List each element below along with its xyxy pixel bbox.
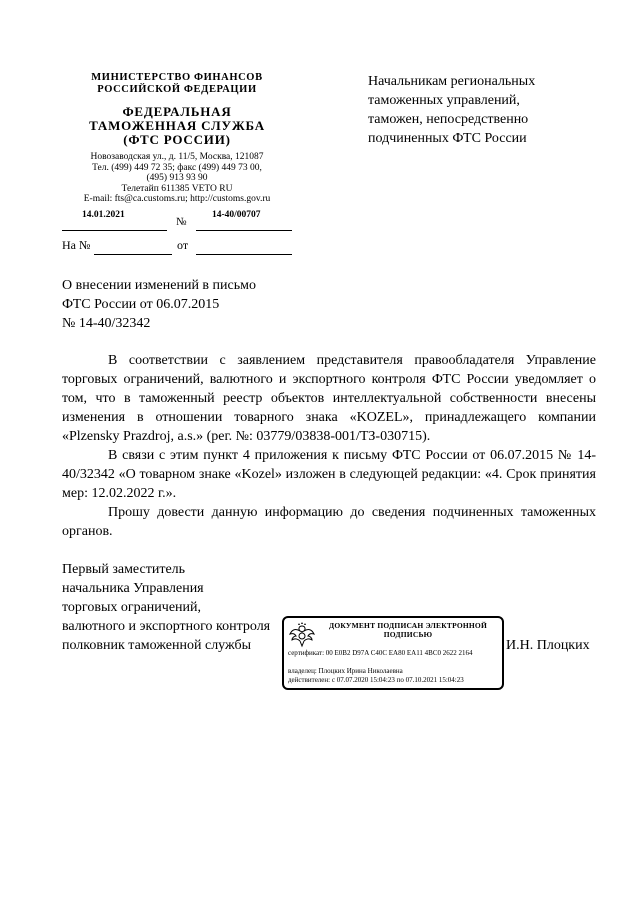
contact-line: E-mail: fts@ca.customs.ru; http://customs.gov.ru — [83, 194, 271, 204]
signatory-line: полковник таможенной службы — [62, 638, 252, 653]
reference-number-blank — [94, 254, 172, 255]
signatory-line: валютного и экспортного контроля — [62, 619, 271, 634]
contact-line: Новозаводская ул., д. 11/5, Москва, 121087 — [90, 152, 264, 162]
service-name — [62, 105, 292, 147]
signer-name: И.Н. Плоцких — [506, 638, 590, 653]
subject-line: О внесении изменений в письмо — [62, 278, 256, 293]
reference-from-label: от — [177, 238, 189, 252]
service-line: (ФТС РОССИИ) — [123, 132, 231, 147]
stamp-validity: действителен: с 07.07.2020 15:04:23 по 07.10.2021 15:04:23 — [288, 676, 464, 684]
registration-line — [62, 210, 292, 232]
addressee-line: таможен, непосредственно — [368, 112, 529, 127]
letter-body — [62, 351, 596, 541]
subject-line: ФТС России от 06.07.2015 — [62, 297, 220, 312]
reference-date-blank — [196, 254, 292, 255]
contact-line: Тел. (499) 449 72 35; факс (499) 449 73 00, — [92, 162, 262, 173]
addressee-block — [368, 72, 598, 148]
document-number: 14-40/00707 — [212, 210, 261, 220]
subject-line: № 14-40/32342 — [62, 316, 151, 331]
signatory-line: начальника Управления — [62, 581, 204, 596]
stamp-owner: владелец: Плоцких Ирина Николаевна — [288, 667, 403, 675]
signatory-block — [62, 560, 292, 655]
contact-line: Телетайп 611385 VETO RU — [121, 183, 233, 194]
ministry-name — [62, 72, 292, 96]
body-paragraph: Прошу довести данную информацию до сведения подчиненных таможенных органов. — [62, 505, 596, 539]
stamp-title: ДОКУМЕНТ ПОДПИСАН ЭЛЕКТРОННОЙ ПОДПИСЬЮ — [328, 621, 488, 639]
addressee-line: таможенных управлений, — [368, 93, 520, 108]
service-line: ТАМОЖЕННАЯ СЛУЖБА — [89, 118, 265, 133]
body-paragraph: В соответствии с заявлением представителя правообладателя Управление торговых ограничений, валютного и экспортного контроля ФТС России уведомляет о том, что в таможенный реестр объектов интеллектуальной собственности внесены изменения в отношении товарного знака «KOZEL», принадлежащего компании «Plzensky Prazdroj, a.s.» (рег. №: 03779/03838-001/ТЗ-030715). — [62, 353, 596, 444]
eagle-emblem-icon — [288, 622, 316, 648]
stamp-certificate: сертификат: 00 E0B2 D97A C40C EA80 EA11 4BC0 2622 2164 — [288, 649, 473, 657]
document-date: 14.01.2021 — [82, 210, 125, 220]
ministry-line: МИНИСТЕРСТВО ФИНАНСОВ — [91, 72, 263, 83]
signatory-line: Первый заместитель — [62, 562, 186, 577]
service-line: ФЕДЕРАЛЬНАЯ — [122, 104, 232, 119]
subject-block — [62, 276, 322, 333]
number-label: № — [176, 216, 187, 228]
e-signature-stamp — [282, 616, 504, 690]
addressee-line: подчиненных ФТС России — [368, 131, 527, 146]
signatory-line: торговых ограничений, — [62, 600, 202, 615]
date-underline — [62, 230, 167, 231]
number-underline — [196, 230, 292, 231]
contact-block — [62, 152, 292, 205]
addressee-line: Начальникам региональных — [368, 74, 536, 89]
body-paragraph: В связи с этим пункт 4 приложения к письму ФТС России от 06.07.2015 № 14-40/32342 «О товарном знаке «Kozel» изложен в следующей редакции: «4. Срок принятия мер: 12.02.2022 г.». — [62, 448, 596, 501]
reference-number-label: На № — [62, 238, 91, 252]
ministry-line: РОССИЙСКОЙ ФЕДЕРАЦИИ — [97, 84, 257, 95]
contact-line: (495) 913 93 90 — [146, 173, 208, 183]
reference-line — [62, 238, 292, 260]
